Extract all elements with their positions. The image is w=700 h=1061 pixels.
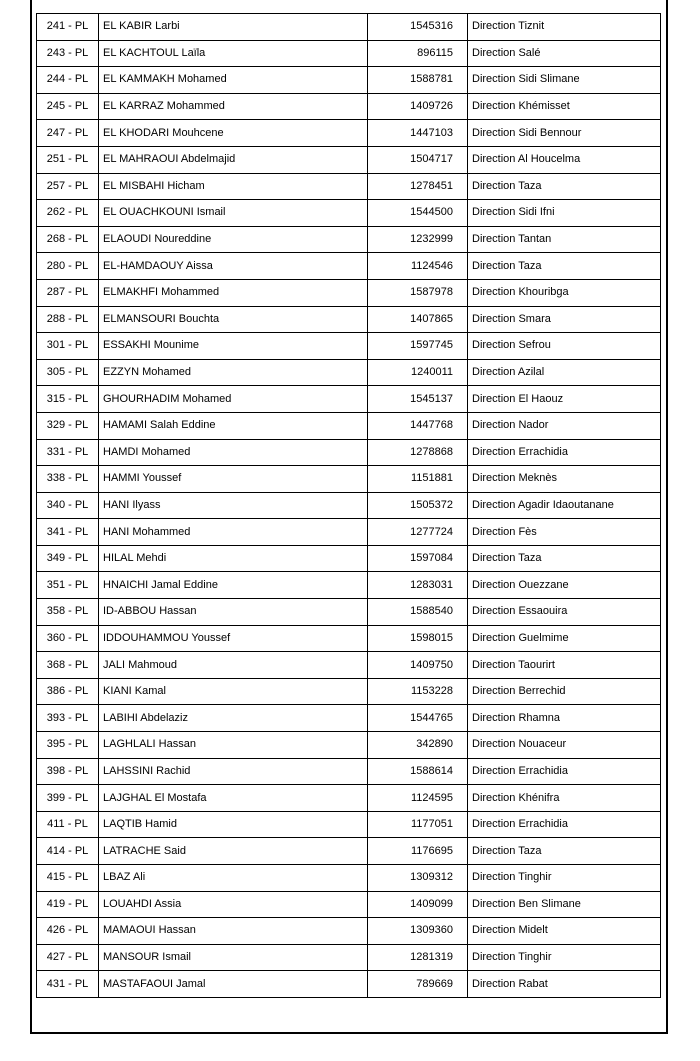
ref-cell: 386 - PL — [37, 678, 99, 705]
direction-cell: Direction Errachidia — [468, 439, 661, 466]
direction-cell: Direction Rabat — [468, 971, 661, 998]
direction-cell: Direction Azilal — [468, 359, 661, 386]
ref-cell: 415 - PL — [37, 865, 99, 892]
name-cell: LAGHLALI Hassan — [99, 732, 368, 759]
number-cell: 1124546 — [368, 253, 468, 280]
number-cell: 1309312 — [368, 865, 468, 892]
name-cell: EL MISBAHI Hicham — [99, 173, 368, 200]
table-row — [37, 412, 661, 439]
number-cell: 1309360 — [368, 918, 468, 945]
ref-cell: 393 - PL — [37, 705, 99, 732]
name-cell: LAJGHAL El Mostafa — [99, 785, 368, 812]
direction-cell: Direction Midelt — [468, 918, 661, 945]
direction-cell: Direction Nador — [468, 412, 661, 439]
number-cell: 1124595 — [368, 785, 468, 812]
direction-cell: Direction Khémisset — [468, 93, 661, 120]
direction-cell: Direction Nouaceur — [468, 732, 661, 759]
table-row — [37, 758, 661, 785]
number-cell: 1283031 — [368, 572, 468, 599]
direction-cell: Direction Rhamna — [468, 705, 661, 732]
number-cell: 1587978 — [368, 279, 468, 306]
table-row — [37, 625, 661, 652]
name-cell: EL KACHTOUL Laïla — [99, 40, 368, 67]
direction-cell: Direction Meknès — [468, 466, 661, 493]
table-row — [37, 253, 661, 280]
ref-cell: 338 - PL — [37, 466, 99, 493]
direction-cell: Direction El Haouz — [468, 386, 661, 413]
direction-cell: Direction Fès — [468, 519, 661, 546]
number-cell: 896115 — [368, 40, 468, 67]
table-row — [37, 572, 661, 599]
direction-cell: Direction Berrechid — [468, 678, 661, 705]
number-cell: 1409099 — [368, 891, 468, 918]
number-cell: 1278451 — [368, 173, 468, 200]
name-cell: HAMDI Mohamed — [99, 439, 368, 466]
number-cell: 1588781 — [368, 67, 468, 94]
direction-cell: Direction Taza — [468, 838, 661, 865]
number-cell: 1597084 — [368, 545, 468, 572]
direction-cell: Direction Tinghir — [468, 944, 661, 971]
table-row — [37, 652, 661, 679]
direction-cell: Direction Guelmime — [468, 625, 661, 652]
table-row — [37, 678, 661, 705]
name-cell: EL KABIR Larbi — [99, 14, 368, 41]
ref-cell: 411 - PL — [37, 811, 99, 838]
ref-cell: 244 - PL — [37, 67, 99, 94]
direction-cell: Direction Sefrou — [468, 333, 661, 360]
table-body — [37, 14, 661, 998]
ref-cell: 329 - PL — [37, 412, 99, 439]
name-cell: LBAZ Ali — [99, 865, 368, 892]
number-cell: 1409750 — [368, 652, 468, 679]
ref-cell: 280 - PL — [37, 253, 99, 280]
ref-cell: 305 - PL — [37, 359, 99, 386]
direction-cell: Direction Smara — [468, 306, 661, 333]
ref-cell: 243 - PL — [37, 40, 99, 67]
direction-cell: Direction Agadir Idaoutanane — [468, 492, 661, 519]
direction-cell: Direction Sidi Slimane — [468, 67, 661, 94]
name-cell: ELMAKHFI Mohammed — [99, 279, 368, 306]
name-cell: ELMANSOURI Bouchta — [99, 306, 368, 333]
table-row — [37, 279, 661, 306]
direction-cell: Direction Ouezzane — [468, 572, 661, 599]
table-row — [37, 200, 661, 227]
direction-cell: Direction Taza — [468, 253, 661, 280]
name-cell: EL-HAMDAOUY Aissa — [99, 253, 368, 280]
direction-cell: Direction Khénifra — [468, 785, 661, 812]
ref-cell: 368 - PL — [37, 652, 99, 679]
table-row — [37, 146, 661, 173]
name-cell: EZZYN Mohamed — [99, 359, 368, 386]
direction-cell: Direction Tiznit — [468, 14, 661, 41]
ref-cell: 351 - PL — [37, 572, 99, 599]
number-cell: 342890 — [368, 732, 468, 759]
ref-cell: 398 - PL — [37, 758, 99, 785]
table-row — [37, 705, 661, 732]
ref-cell: 340 - PL — [37, 492, 99, 519]
number-cell: 1447768 — [368, 412, 468, 439]
direction-cell: Direction Taourirt — [468, 652, 661, 679]
table-row — [37, 226, 661, 253]
ref-cell: 251 - PL — [37, 146, 99, 173]
table-row — [37, 519, 661, 546]
direction-cell: Direction Tantan — [468, 226, 661, 253]
name-cell: HNAICHI Jamal Eddine — [99, 572, 368, 599]
ref-cell: 395 - PL — [37, 732, 99, 759]
name-cell: LAQTIB Hamid — [99, 811, 368, 838]
table-row — [37, 732, 661, 759]
direction-cell: Direction Essaouira — [468, 599, 661, 626]
table-row — [37, 120, 661, 147]
ref-cell: 358 - PL — [37, 599, 99, 626]
table-row — [37, 386, 661, 413]
table-row — [37, 785, 661, 812]
table-row — [37, 838, 661, 865]
number-cell: 1277724 — [368, 519, 468, 546]
name-cell: IDDOUHAMMOU Youssef — [99, 625, 368, 652]
name-cell: ELAOUDI Noureddine — [99, 226, 368, 253]
ref-cell: 287 - PL — [37, 279, 99, 306]
ref-cell: 399 - PL — [37, 785, 99, 812]
ref-cell: 419 - PL — [37, 891, 99, 918]
table-row — [37, 306, 661, 333]
ref-cell: 414 - PL — [37, 838, 99, 865]
direction-cell: Direction Errachidia — [468, 811, 661, 838]
number-cell: 1407865 — [368, 306, 468, 333]
table-row — [37, 865, 661, 892]
name-cell: EL KARRAZ Mohammed — [99, 93, 368, 120]
name-cell: LABIHI Abdelaziz — [99, 705, 368, 732]
number-cell: 789669 — [368, 971, 468, 998]
number-cell: 1544765 — [368, 705, 468, 732]
number-cell: 1176695 — [368, 838, 468, 865]
ref-cell: 360 - PL — [37, 625, 99, 652]
ref-cell: 431 - PL — [37, 971, 99, 998]
direction-cell: Direction Ben Slimane — [468, 891, 661, 918]
direction-cell: Direction Salé — [468, 40, 661, 67]
table-row — [37, 93, 661, 120]
ref-cell: 245 - PL — [37, 93, 99, 120]
table-row — [37, 359, 661, 386]
name-cell: JALI Mahmoud — [99, 652, 368, 679]
number-cell: 1598015 — [368, 625, 468, 652]
ref-cell: 427 - PL — [37, 944, 99, 971]
direction-cell: Direction Sidi Ifni — [468, 200, 661, 227]
table-row — [37, 545, 661, 572]
ref-cell: 241 - PL — [37, 14, 99, 41]
direction-cell: Direction Taza — [468, 173, 661, 200]
table-row — [37, 14, 661, 41]
number-cell: 1232999 — [368, 226, 468, 253]
number-cell: 1278868 — [368, 439, 468, 466]
name-cell: ESSAKHI Mounime — [99, 333, 368, 360]
direction-cell: Direction Al Houcelma — [468, 146, 661, 173]
direction-cell: Direction Taza — [468, 545, 661, 572]
number-cell: 1588540 — [368, 599, 468, 626]
table-row — [37, 811, 661, 838]
name-cell: MANSOUR Ismail — [99, 944, 368, 971]
ref-cell: 315 - PL — [37, 386, 99, 413]
direction-cell: Direction Tinghir — [468, 865, 661, 892]
results-table — [36, 13, 661, 998]
table-row — [37, 492, 661, 519]
name-cell: HAMAMI Salah Eddine — [99, 412, 368, 439]
table-row — [37, 891, 661, 918]
name-cell: HILAL Mehdi — [99, 545, 368, 572]
table-row — [37, 466, 661, 493]
direction-cell: Direction Errachidia — [468, 758, 661, 785]
name-cell: HANI Ilyass — [99, 492, 368, 519]
number-cell: 1409726 — [368, 93, 468, 120]
table-row — [37, 599, 661, 626]
name-cell: KIANI Kamal — [99, 678, 368, 705]
ref-cell: 426 - PL — [37, 918, 99, 945]
table-row — [37, 944, 661, 971]
number-cell: 1240011 — [368, 359, 468, 386]
ref-cell: 247 - PL — [37, 120, 99, 147]
number-cell: 1151881 — [368, 466, 468, 493]
number-cell: 1545316 — [368, 14, 468, 41]
name-cell: MAMAOUI Hassan — [99, 918, 368, 945]
ref-cell: 262 - PL — [37, 200, 99, 227]
name-cell: LATRACHE Said — [99, 838, 368, 865]
name-cell: MASTAFAOUI Jamal — [99, 971, 368, 998]
ref-cell: 257 - PL — [37, 173, 99, 200]
ref-cell: 301 - PL — [37, 333, 99, 360]
table-row — [37, 918, 661, 945]
name-cell: EL KAMMAKH Mohamed — [99, 67, 368, 94]
name-cell: EL KHODARI Mouhcene — [99, 120, 368, 147]
number-cell: 1504717 — [368, 146, 468, 173]
number-cell: 1544500 — [368, 200, 468, 227]
number-cell: 1153228 — [368, 678, 468, 705]
direction-cell: Direction Khouribga — [468, 279, 661, 306]
table-row — [37, 439, 661, 466]
ref-cell: 331 - PL — [37, 439, 99, 466]
table-row — [37, 67, 661, 94]
name-cell: EL MAHRAOUI Abdelmajid — [99, 146, 368, 173]
table-row — [37, 971, 661, 998]
ref-cell: 349 - PL — [37, 545, 99, 572]
name-cell: LOUAHDI Assia — [99, 891, 368, 918]
name-cell: ID-ABBOU Hassan — [99, 599, 368, 626]
name-cell: HAMMI Youssef — [99, 466, 368, 493]
number-cell: 1505372 — [368, 492, 468, 519]
name-cell: HANI Mohammed — [99, 519, 368, 546]
number-cell: 1597745 — [368, 333, 468, 360]
ref-cell: 268 - PL — [37, 226, 99, 253]
name-cell: EL OUACHKOUNI Ismail — [99, 200, 368, 227]
table-row — [37, 333, 661, 360]
name-cell: GHOURHADIM Mohamed — [99, 386, 368, 413]
number-cell: 1281319 — [368, 944, 468, 971]
table-row — [37, 173, 661, 200]
number-cell: 1177051 — [368, 811, 468, 838]
ref-cell: 341 - PL — [37, 519, 99, 546]
ref-cell: 288 - PL — [37, 306, 99, 333]
name-cell: LAHSSINI Rachid — [99, 758, 368, 785]
number-cell: 1447103 — [368, 120, 468, 147]
table-row — [37, 40, 661, 67]
number-cell: 1545137 — [368, 386, 468, 413]
number-cell: 1588614 — [368, 758, 468, 785]
direction-cell: Direction Sidi Bennour — [468, 120, 661, 147]
